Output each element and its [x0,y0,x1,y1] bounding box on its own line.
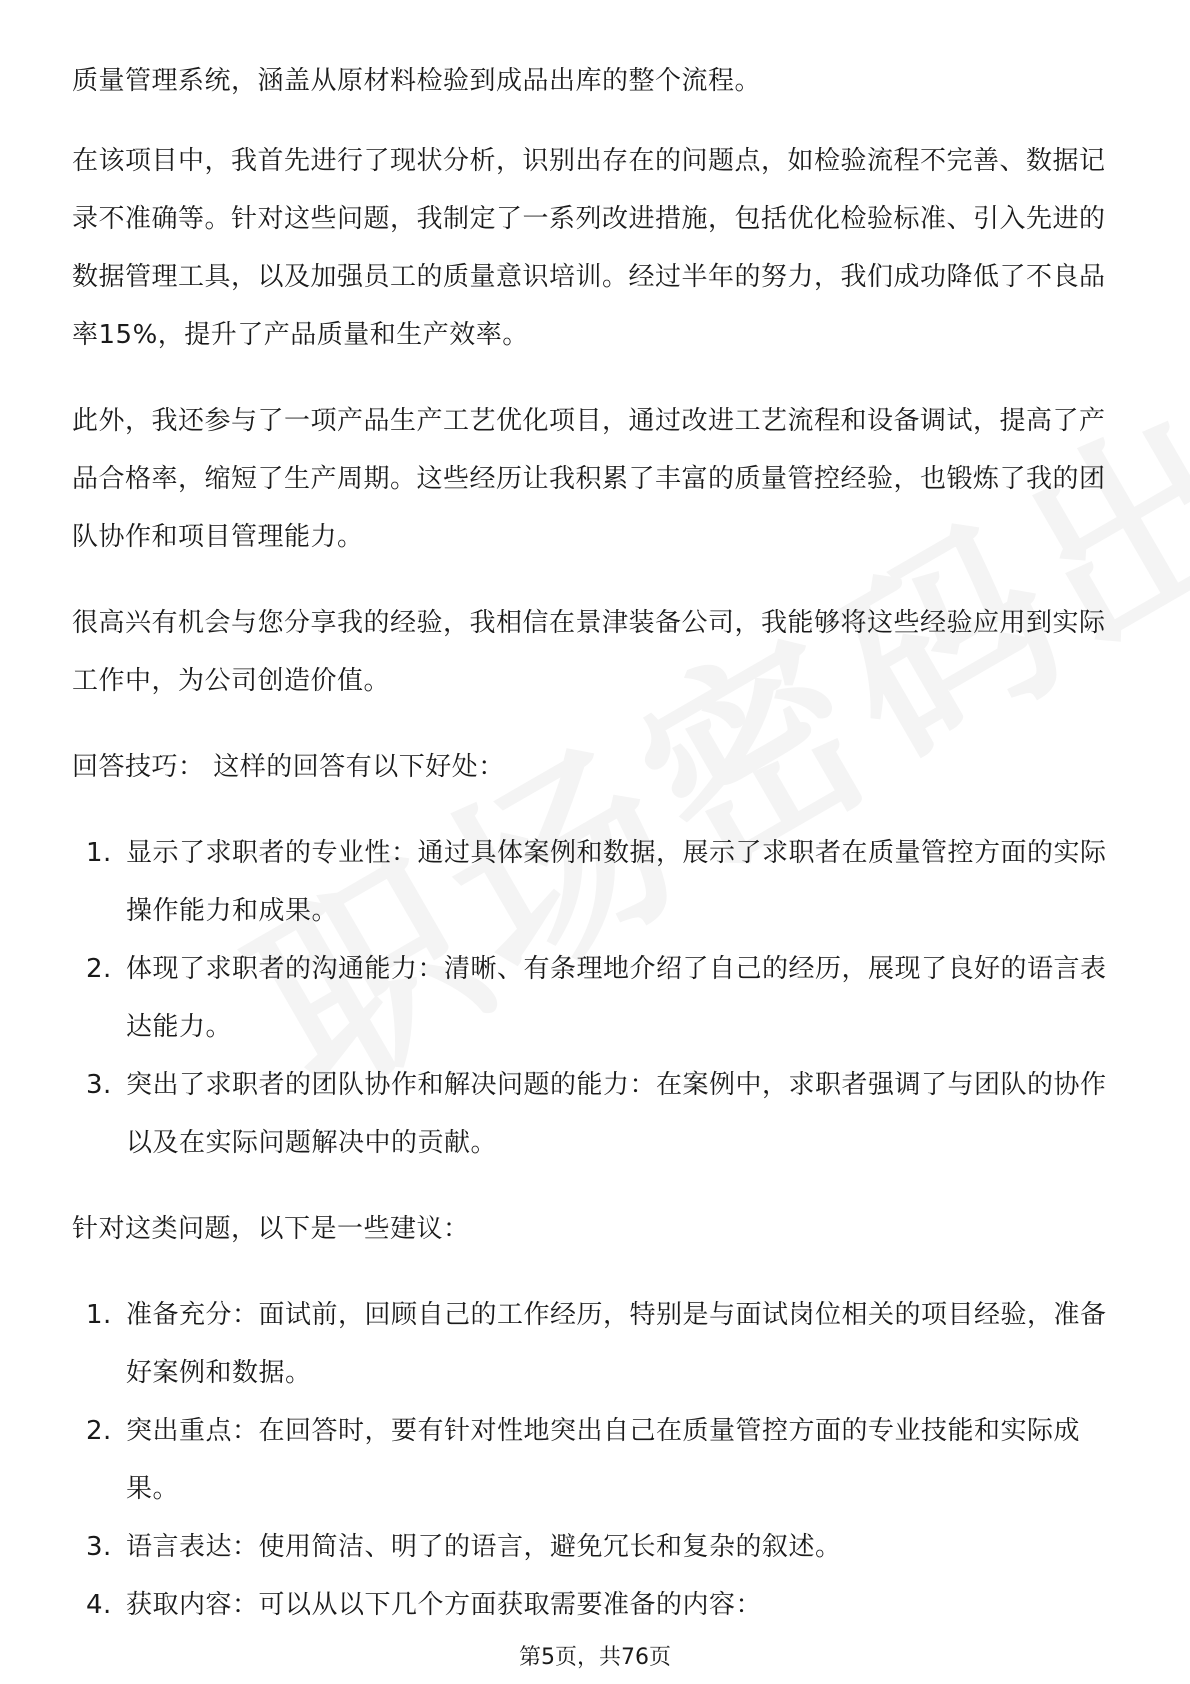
list-item [72,1576,1120,1634]
paragraph-project-description: 在该项目中，我首先进行了现状分析，识别出存在的问题点，如检验流程不完善、数据记录不准确等。针对这些问题，我制定了一系列改进措施，包括优化检验标准、引入先进的数据管理工具，以及加强员工的质量意识培训。经过半年的努力，我们成功降低了不良品率15%，提升了产品质量和生产效率。 [72,146,1106,350]
paragraph-intro-continuation: 质量管理系统，涵盖从原材料检验到成品出库的整个流程。 [72,66,762,96]
tips-list [72,824,1120,1172]
list-number: 3. [86,1532,112,1562]
list-number: 3. [86,1070,112,1100]
list-item-text: 体现了求职者的沟通能力：清晰、有条理地介绍了自己的经历，展现了良好的语言表达能力。 [126,954,1107,1042]
list-item-text: 获取内容：可以从以下几个方面获取需要准备的内容： [126,1590,763,1620]
advice-list [72,1286,1120,1634]
list-number: 1. [86,838,112,868]
list-item-text: 语言表达：使用简洁、明了的语言，避免冗长和复杂的叙述。 [126,1532,842,1562]
tips-heading: 回答技巧： 这样的回答有以下好处： [72,752,505,782]
list-item-text: 显示了求职者的专业性：通过具体案例和数据，展示了求职者在质量管控方面的实际操作能力和成果。 [126,838,1107,926]
list-number: 2. [86,1416,112,1446]
list-item [72,1518,1120,1576]
list-number: 4. [86,1590,112,1620]
list-item-text: 突出了求职者的团队协作和解决问题的能力：在案例中，求职者强调了与团队的协作以及在实际问题解决中的贡献。 [126,1070,1107,1158]
paragraph-closing: 很高兴有机会与您分享我的经验，我相信在景津装备公司，我能够将这些经验应用到实际工作中，为公司创造价值。 [72,608,1106,696]
list-item-text: 突出重点：在回答时，要有针对性地突出自己在质量管控方面的专业技能和实际成果。 [126,1416,1081,1504]
paragraph-process-optimization: 此外，我还参与了一项产品生产工艺优化项目，通过改进工艺流程和设备调试，提高了产品合格率，缩短了生产周期。这些经历让我积累了丰富的质量管控经验，也锻炼了我的团队协作和项目管理能力。 [72,406,1106,552]
advice-heading: 针对这类问题，以下是一些建议： [72,1214,470,1244]
list-item [72,1402,1120,1518]
list-item [72,1056,1120,1172]
list-number: 2. [86,954,112,984]
list-item [72,824,1120,940]
page-footer: 第5页，共76页 [519,1645,671,1670]
list-item [72,940,1120,1056]
list-item-text: 准备充分：面试前，回顾自己的工作经历，特别是与面试岗位相关的项目经验，准备好案例和数据。 [126,1300,1107,1388]
list-number: 1. [86,1300,112,1330]
list-item [72,1286,1120,1402]
document-body [72,52,1120,1662]
